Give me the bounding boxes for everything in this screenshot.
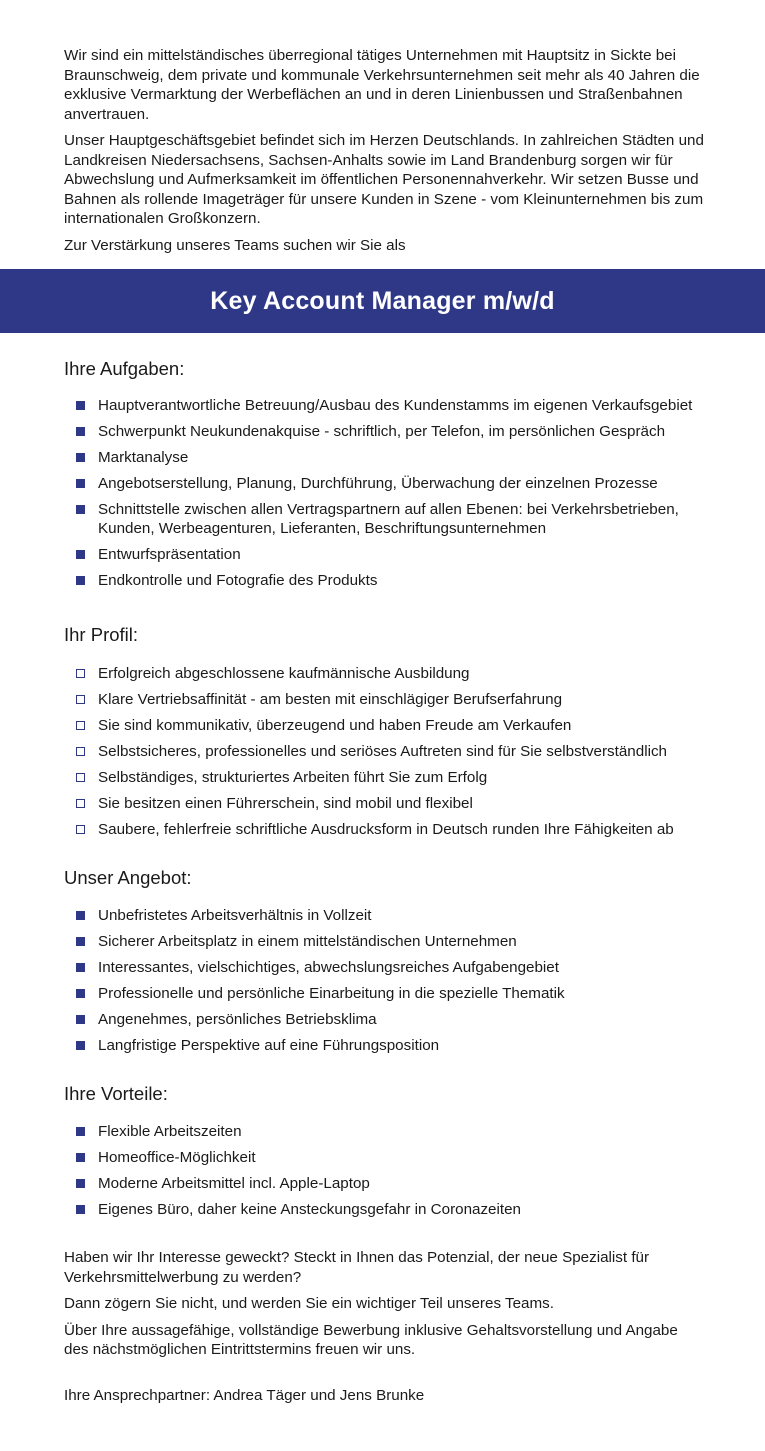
list-item (64, 1036, 724, 1055)
list-item (64, 1010, 724, 1029)
square-bullet-icon (76, 453, 85, 462)
section-heading: Unser Angebot: (64, 867, 192, 888)
square-outline-bullet-icon (76, 799, 85, 808)
square-bullet-icon (76, 1179, 85, 1188)
list-item (64, 958, 724, 977)
list-item-text: Sie besitzen einen Führerschein, sind mobil und flexibel (98, 795, 473, 812)
square-bullet-icon (76, 911, 85, 920)
list-item-text: Angebotserstellung, Planung, Durchführung, Überwachung der einzelnen Prozesse (98, 475, 658, 492)
list-item (64, 1174, 724, 1193)
closing-paragraph: Haben wir Ihr Interesse geweckt? Steckt in Ihnen das Potenzial, der neue Spezialist für Verkehrsmittelwerbung zu werden? (64, 1249, 650, 1286)
section-angebot (64, 866, 724, 1062)
closing-paragraph: Dann zögern Sie nicht, und werden Sie ein wichtiger Teil unseres Teams. (64, 1295, 554, 1312)
square-bullet-icon (76, 401, 85, 410)
closing-paragraph: Über Ihre aussagefähige, vollständige Bewerbung inklusive Gehaltsvorstellung und Angabe des nächstmöglichen Eintrittstermins freuen wir uns. (64, 1321, 678, 1358)
square-outline-bullet-icon (76, 721, 85, 730)
square-bullet-icon (76, 505, 85, 514)
list-item-text: Unbefristetes Arbeitsverhältnis in Vollzeit (98, 907, 372, 924)
intro-paragraph: Wir sind ein mittelständisches überregional tätiges Unternehmen mit Hauptsitz in Sickte bei Braunschweig, dem private und kommunale Verkehrsunternehmen seit mehr als 40 Jahren die exklusive Vermarktung der Werbeflächen an und in deren Linienbussen und Straßenbahnen anvertrauen. (64, 47, 700, 123)
square-outline-bullet-icon (76, 825, 85, 834)
list-item-text: Eigenes Büro, daher keine Ansteckungsgefahr in Coronazeiten (98, 1201, 521, 1218)
square-bullet-icon (76, 1127, 85, 1136)
list-item (64, 396, 724, 415)
list-item-text: Sicherer Arbeitsplatz in einem mittelständischen Unternehmen (98, 933, 517, 950)
list-item-text: Flexible Arbeitszeiten (98, 1123, 242, 1140)
list-item-text: Sie sind kommunikativ, überzeugend und haben Freude am Verkaufen (98, 717, 572, 734)
square-bullet-icon (76, 1205, 85, 1214)
list-item-text: Professionelle und persönliche Einarbeitung in die spezielle Thematik (98, 985, 565, 1002)
square-outline-bullet-icon (76, 669, 85, 678)
list-item-text: Entwurfspräsentation (98, 546, 241, 563)
square-bullet-icon (76, 937, 85, 946)
section-heading: Ihre Aufgaben: (64, 358, 185, 379)
list-item (64, 820, 724, 839)
section-aufgaben (64, 357, 724, 597)
list-item-text: Moderne Arbeitsmittel incl. Apple-Laptop (98, 1175, 370, 1192)
list-item (64, 1200, 724, 1219)
list-item (64, 932, 724, 951)
list-item-text: Selbständiges, strukturiertes Arbeiten führt Sie zum Erfolg (98, 769, 488, 786)
list-item-text: Hauptverantwortliche Betreuung/Ausbau des Kundenstamms im eigenen Verkaufsgebiet (98, 397, 693, 414)
list-item-text: Selbstsicheres, professionelles und seriöses Auftreten sind für Sie selbstverständlich (98, 743, 667, 760)
square-bullet-icon (76, 550, 85, 559)
list-item (64, 906, 724, 925)
task-list (64, 396, 724, 590)
section-heading: Ihr Profil: (64, 624, 139, 645)
job-title-banner (0, 269, 765, 333)
list-item (64, 571, 724, 590)
list-item (64, 716, 724, 735)
offer-list (64, 906, 724, 1055)
list-item (64, 448, 724, 467)
square-bullet-icon (76, 1153, 85, 1162)
list-item-text: Marktanalyse (98, 449, 189, 466)
square-outline-bullet-icon (76, 695, 85, 704)
square-bullet-icon (76, 1015, 85, 1024)
list-item (64, 664, 724, 683)
contact-persons: Ihre Ansprechpartner: Andrea Täger und Jens Brunke (64, 1387, 425, 1404)
list-item-text: Endkontrolle und Fotografie des Produkts (98, 572, 378, 589)
list-item-text: Klare Vertriebsaffinität - am besten mit einschlägiger Berufserfahrung (98, 691, 563, 708)
list-item (64, 1148, 724, 1167)
square-bullet-icon (76, 479, 85, 488)
list-item-text: Homeoffice-Möglichkeit (98, 1149, 256, 1166)
list-item (64, 690, 724, 709)
list-item (64, 474, 724, 493)
square-outline-bullet-icon (76, 747, 85, 756)
closing-text (64, 1248, 704, 1367)
section-vorteile (64, 1082, 724, 1226)
intro-text (64, 46, 704, 262)
square-outline-bullet-icon (76, 773, 85, 782)
list-item-text: Schnittstelle zwischen allen Vertragspartnern auf allen Ebenen: bei Verkehrsbetrieben, Kunden, Werbeagenturen, Lieferanten, Beschriftungsunternehmen (98, 501, 679, 537)
benefit-list (64, 1122, 724, 1219)
list-item (64, 794, 724, 813)
list-item (64, 545, 724, 564)
list-item-text: Saubere, fehlerfreie schriftliche Ausdrucksform in Deutsch runden Ihre Fähigkeiten ab (98, 821, 674, 838)
section-profil (64, 623, 724, 846)
square-bullet-icon (76, 963, 85, 972)
list-item (64, 500, 724, 538)
list-item-text: Schwerpunkt Neukundenakquise - schriftlich, per Telefon, im persönlichen Gespräch (98, 423, 666, 440)
list-item (64, 742, 724, 761)
list-item-text: Langfristige Perspektive auf eine Führungsposition (98, 1037, 440, 1054)
list-item-text: Interessantes, vielschichtiges, abwechslungsreiches Aufgabengebiet (98, 959, 559, 976)
list-item (64, 422, 724, 441)
square-bullet-icon (76, 427, 85, 436)
list-item (64, 768, 724, 787)
square-bullet-icon (76, 989, 85, 998)
section-heading: Ihre Vorteile: (64, 1083, 168, 1104)
list-item (64, 984, 724, 1003)
list-item-text: Erfolgreich abgeschlossene kaufmännische Ausbildung (98, 665, 470, 682)
square-bullet-icon (76, 1041, 85, 1050)
list-item-text: Angenehmes, persönliches Betriebsklima (98, 1011, 377, 1028)
profile-list (64, 664, 724, 839)
job-title: Key Account Manager m/w/d (210, 286, 555, 315)
square-bullet-icon (76, 576, 85, 585)
intro-paragraph: Zur Verstärkung unseres Teams suchen wir Sie als (64, 236, 406, 254)
list-item (64, 1122, 724, 1141)
intro-paragraph: Unser Hauptgeschäftsgebiet befindet sich im Herzen Deutschlands. In zahlreichen Städten und Landkreisen Niedersachsens, Sachsen-Anhalts sowie im Land Brandenburg sorgen wir für Abwechslung und Aufmerksamkeit im öffentlichen Personennahverkehr. Wir setzen Busse und Bahnen als rollende Imageträger für unsere Kunden in Szene - vom Kleinunternehmen bis zum internationalen Großkonzern. (64, 132, 704, 227)
